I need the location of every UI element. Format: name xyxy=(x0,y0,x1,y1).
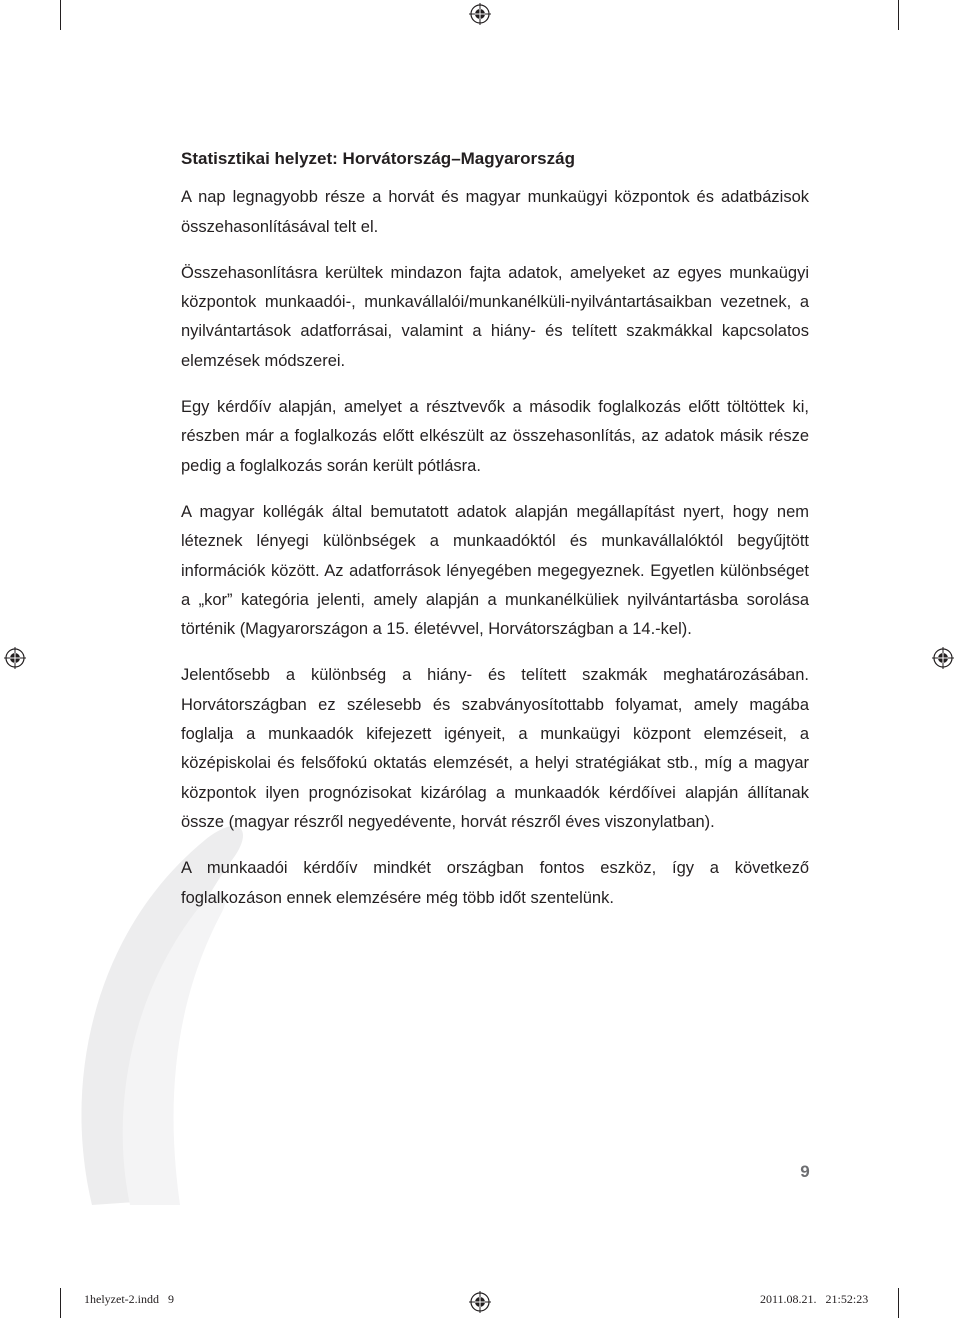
crop-mark-bottom-left xyxy=(60,1288,61,1318)
crop-mark-top-left xyxy=(60,0,61,30)
registration-mark-icon xyxy=(469,1291,491,1313)
registration-mark-icon xyxy=(932,647,954,669)
slug-timestamp: 2011.08.21. 21:52:23 xyxy=(760,1292,869,1306)
crop-mark-top-right xyxy=(898,0,899,30)
paragraph: Összehasonlításra kerültek mindazon fajta adatok, amelyeket az egyes munkaügyi központok munkaadói-, munkavállalói/munkanélküli-nyilvántartásaikban vezetnek, a nyilvántartások adatforrásai, valamint a hiány- és telített szakmákkal kapcsolatos elemzések módszerei. xyxy=(181,263,809,370)
paragraph: A munkaadói kérdőív mindkét országban fontos eszköz, így a következő foglalkozáson ennek elemzésére még több időt szentelünk. xyxy=(181,859,809,907)
crop-mark-bottom-right xyxy=(898,1288,899,1318)
registration-mark-icon xyxy=(469,3,491,25)
paragraph: Egy kérdőív alapján, amelyet a résztvevők a második foglalkozás előtt töltöttek ki, részben már a foglalkozás előtt elkészült az összehasonlítás, az adatok másik része pedig a foglalkozás során került pótlásra. xyxy=(181,398,809,475)
paragraph: A magyar kollégák által bemutatott adatok alapján megállapítást nyert, hogy nem léteznek lényegi különbségek a munkaadóktól és munkavállalóktól begyűjtött információk között. Az adatforrások lényegében megegyeznek. Egyetlen különbséget a „kor” kategória jelenti, amely alapján a munkanélküliek nyilvántartásba sorolása történik (Magyarországon a 15. életévvel, Horvátországban a 14.-kel). xyxy=(181,502,809,639)
paragraph: Jelentősebb a különbség a hiány- és telített szakmák meghatározásában. Horvátországban ez szélesebb és szabványosítottabb folyamat, amely magába foglalja a munkaadók kifejezett igényeit, a munkaügyi központ elemzéseit, a középiskolai és felsőfokú oktatás elemzését, a helyi stratégiákat stb., míg a magyar központok ilyen prognózisokat kizárólag a munkaadók kérdőívei alapján állítanak össze (magyar részről negyedévente, horvát részről éves viszonylatban). xyxy=(181,666,809,831)
registration-mark-icon xyxy=(4,647,26,669)
slug-file-info: 1helyzet-2.indd 9 xyxy=(84,1292,174,1306)
page-content xyxy=(181,144,809,930)
section-heading: Statisztikai helyzet: Horvátország–Magyarország xyxy=(181,149,575,168)
paragraph: A nap legnagyobb része a horvát és magyar munkaügyi központok és adatbázisok összehasonlításával telt el. xyxy=(181,188,809,236)
page-number: 9 xyxy=(800,1162,810,1181)
